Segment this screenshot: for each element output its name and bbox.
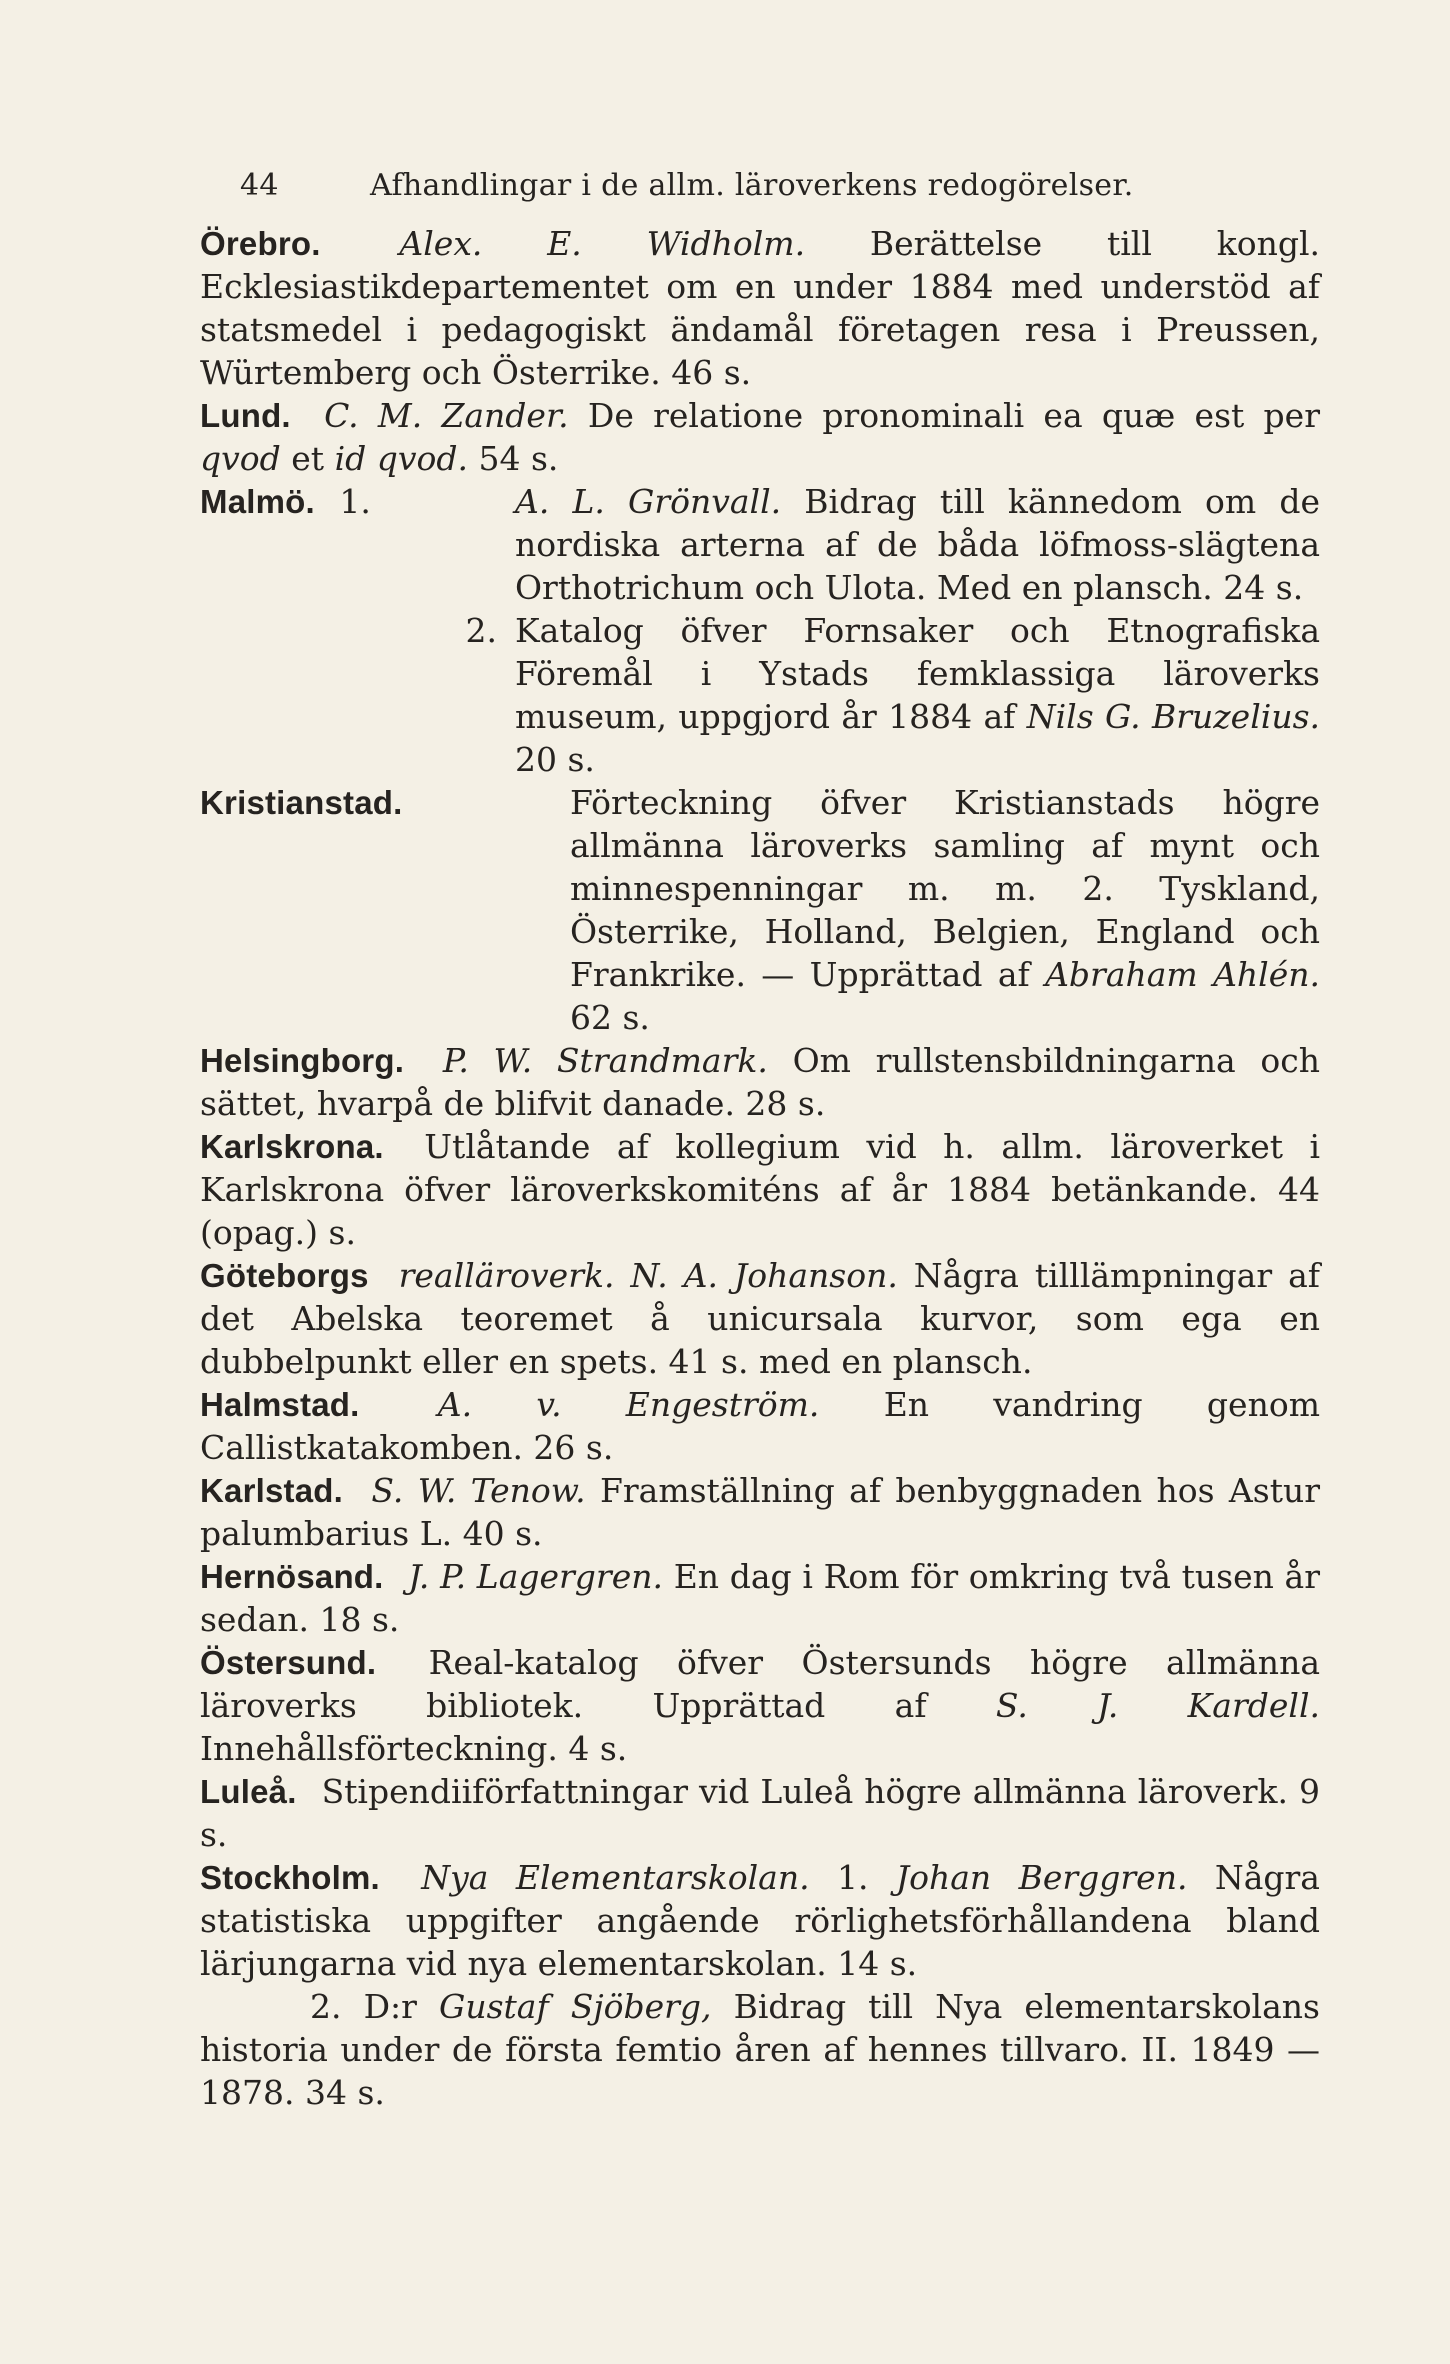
city-heading: Stockholm. (200, 1859, 380, 1896)
entry-stockholm-2 (200, 1985, 1320, 2114)
city-heading: Helsingborg. (200, 1042, 405, 1079)
entry-text: Katalog öfver Fornsaker och Etnografiska Föremål i Ystads femklassiga läroverks museum, uppgjord år 1884 af (515, 611, 1320, 736)
city-heading: Kristianstad. (200, 784, 403, 821)
entry-stockholm (200, 1856, 1320, 1985)
running-head (200, 168, 1210, 203)
entry-text-italic: id qvod. (334, 439, 468, 478)
entry-text: En dag i Rom för omkring två tusen år sedan. 18 s. (200, 1557, 1320, 1639)
entry-text: Utlåtande af kollegium vid h. allm. läroverket i Karlskrona öfver läroverkskomiténs af år 1884 betänkande. 44 (opag.) s. (200, 1127, 1320, 1252)
entry-kristianstad (200, 781, 1320, 1039)
entry-text: Framställning af benbyggnaden hos Astur palumbarius L. 40 s. (200, 1471, 1320, 1553)
author: N. A. Johanson. (630, 1256, 898, 1295)
entry-lund (200, 394, 1320, 480)
city-heading: Karlskrona. (200, 1128, 384, 1165)
entry-text: Innehållsförteckning. 4 s. (200, 1729, 628, 1768)
entry-hernosand (200, 1555, 1320, 1641)
item-number: 1. (837, 1858, 869, 1897)
entry-text: Stipendiiförfattningar vid Luleå högre allmänna läroverk. 9 s. (200, 1772, 1320, 1854)
entry-ostersund (200, 1641, 1320, 1770)
school-name: realläroverk. (398, 1256, 615, 1295)
item-number: 2. (465, 611, 497, 650)
city-heading: Göteborgs (200, 1257, 369, 1294)
entry-text: Om rullstensbildningarna och sättet, hvarpå de blifvit danade. 28 s. (200, 1041, 1320, 1123)
entry-text: et (291, 439, 325, 478)
author: Johan Berggren. (895, 1858, 1188, 1897)
page-number: 44 (240, 168, 279, 203)
entry-malmo (200, 480, 1320, 781)
malmo-lead (200, 480, 515, 609)
author: Alex. E. Widholm. (399, 224, 806, 263)
city-heading: Lund. (200, 397, 291, 434)
city-heading: Malmö. (200, 483, 315, 520)
entry-orebro (200, 222, 1320, 394)
entry-text: De relatione pronominali ea quæ est per (587, 396, 1320, 435)
running-title: Afhandlingar i de allm. läroverkens redogörelser. (370, 168, 1134, 203)
kristianstad-lead (200, 781, 570, 1039)
malmo-item-1 (515, 480, 1320, 609)
entry-text: Några tilllämpningar af det Abelska teoremet å unicursala kurvor, som ega en dubbelpunkt eller en spets. 41 s. med en plansch. (200, 1256, 1320, 1381)
city-heading: Halmstad. (200, 1386, 360, 1423)
entry-karlstad (200, 1469, 1320, 1555)
author: C. M. Zander. (324, 396, 569, 435)
entry-text: Real-katalog öfver Östersunds högre allmänna läroverks bibliotek. Upprättad af (200, 1643, 1320, 1725)
entry-text: Förteckning öfver Kristianstads högre allmänna läroverks samling af mynt och minnespenningar m. m. 2. Tyskland, Österrike, Holland, Belgien, England och Frankrike. — Upprättad af (570, 783, 1320, 994)
author: Gustaf Sjöberg, (438, 1987, 712, 2026)
city-heading: Hernösand. (200, 1558, 384, 1595)
malmo-lead-2 (200, 609, 515, 781)
entry-text: Bidrag till Nya elementarskolans historia under de första femtio åren af hennes tillvaro. II. 1849 —1878. 34 s. (200, 1987, 1320, 2112)
entry-text: 20 s. (515, 740, 595, 779)
entry-helsingborg (200, 1039, 1320, 1125)
author: Abraham Ahlén. (1045, 955, 1320, 994)
entry-text: En vandring genom Callistkatakomben. 26 s. (200, 1385, 1320, 1467)
kristianstad-text (570, 781, 1320, 1039)
entry-goteborg (200, 1254, 1320, 1383)
entry-halmstad (200, 1383, 1320, 1469)
author: Nils G. Bruzelius. (1026, 697, 1320, 736)
entry-text: Bidrag till kännedom om de nordiska arterna af de båda löfmoss-slägtena Orthotrichum och Ulota. Med en plansch. 24 s. (515, 482, 1320, 607)
city-heading: Luleå. (200, 1773, 297, 1810)
school-name: Nya Elementarskolan. (421, 1858, 810, 1897)
malmo-item-2 (515, 609, 1320, 781)
entry-lulea (200, 1770, 1320, 1856)
entry-karlskrona (200, 1125, 1320, 1254)
city-heading: Östersund. (200, 1644, 377, 1681)
entry-text: 54 s. (478, 439, 559, 478)
author: J. P. Lagergren. (408, 1557, 663, 1596)
city-heading: Karlstad. (200, 1472, 344, 1509)
entry-text: D:r (363, 1987, 417, 2026)
author: A. L. Grönvall. (515, 482, 782, 521)
entry-text: Några statistiska uppgifter angående rörlighetsförhållandena bland lärjungarna vid nya elementarskolan. 14 s. (200, 1858, 1320, 1983)
item-number: 2. (310, 1987, 342, 2026)
city-heading: Örebro. (200, 225, 321, 262)
entry-text-italic: qvod (200, 439, 281, 478)
item-number: 1. (339, 482, 371, 521)
body-text (200, 222, 1320, 2114)
author: S. J. Kardell. (995, 1686, 1320, 1725)
author: P. W. Strandmark. (442, 1041, 768, 1080)
entry-text: 62 s. (570, 998, 650, 1037)
entry-text: Berättelse till kongl. Ecklesiastikdepartementet om en under 1884 med understöd af statsmedel i pedagogiskt ändamål företagen resa i Preussen, Würtemberg och Österrike. 46 s. (200, 224, 1320, 392)
author: S. W. Tenow. (371, 1471, 586, 1510)
author: A. v. Engeström. (437, 1385, 820, 1424)
